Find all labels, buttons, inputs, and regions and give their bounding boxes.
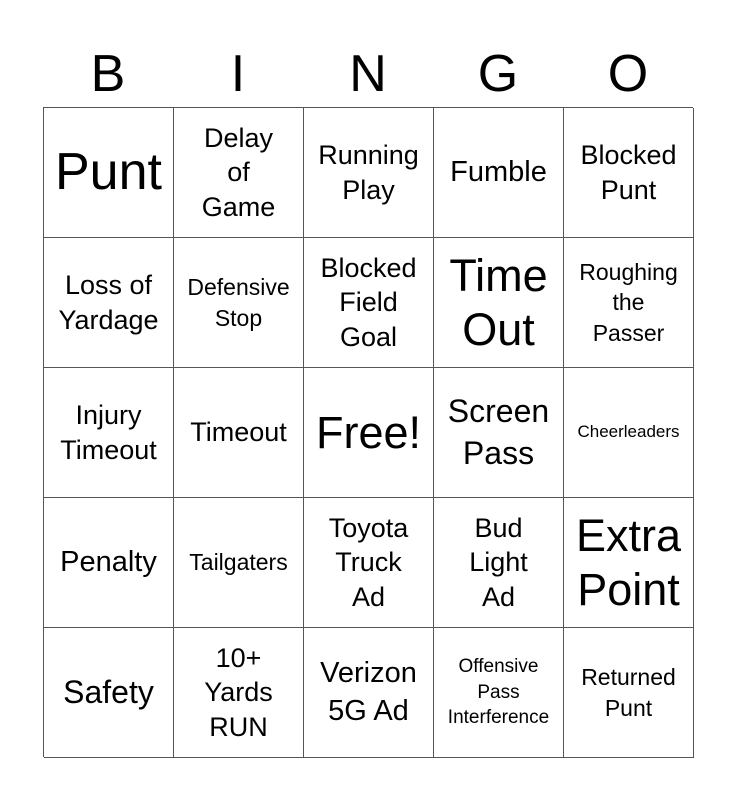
bingo-cell-r3c2[interactable]: Toyota Truck Ad	[304, 498, 434, 628]
header-letter-g: G	[477, 45, 519, 103]
bingo-cell-r0c3[interactable]: Fumble	[434, 108, 564, 238]
bingo-cell-r2c4[interactable]: Cheerleaders	[564, 368, 694, 498]
bingo-cell-r1c0[interactable]: Loss of Yardage	[44, 238, 174, 368]
bingo-cell-r4c1[interactable]: 10+ Yards RUN	[174, 628, 304, 758]
bingo-cell-r2c1[interactable]: Timeout	[174, 368, 304, 498]
header-letter-o: O	[607, 45, 649, 103]
bingo-cell-r4c0[interactable]: Safety	[44, 628, 174, 758]
bingo-board	[43, 107, 693, 757]
bingo-cell-r2c0[interactable]: Injury Timeout	[44, 368, 174, 498]
bingo-cell-r1c1[interactable]: Defensive Stop	[174, 238, 304, 368]
bingo-cell-r4c2[interactable]: Verizon 5G Ad	[304, 628, 434, 758]
header-letter-n: N	[349, 45, 387, 103]
bingo-cell-r3c1[interactable]: Tailgaters	[174, 498, 304, 628]
header-letter-i: I	[230, 45, 246, 103]
bingo-cell-r1c4[interactable]: Roughing the Passer	[564, 238, 694, 368]
bingo-cell-r4c4[interactable]: Returned Punt	[564, 628, 694, 758]
bingo-cell-r2c3[interactable]: Screen Pass	[434, 368, 564, 498]
bingo-cell-r1c2[interactable]: Blocked Field Goal	[304, 238, 434, 368]
bingo-cell-r0c4[interactable]: Blocked Punt	[564, 108, 694, 238]
bingo-cell-r0c0[interactable]: Punt	[44, 108, 174, 238]
bingo-cell-r0c1[interactable]: Delay of Game	[174, 108, 304, 238]
bingo-cell-r3c0[interactable]: Penalty	[44, 498, 174, 628]
bingo-header	[43, 40, 693, 108]
bingo-cell-r3c3[interactable]: Bud Light Ad	[434, 498, 564, 628]
bingo-cell-r1c3[interactable]: Time Out	[434, 238, 564, 368]
bingo-cell-r0c2[interactable]: Running Play	[304, 108, 434, 238]
bingo-cell-r2c2-free[interactable]: Free!	[304, 368, 434, 498]
bingo-cell-r4c3[interactable]: Offensive Pass Interference	[434, 628, 564, 758]
header-letter-b: B	[90, 45, 126, 103]
bingo-cell-r3c4[interactable]: Extra Point	[564, 498, 694, 628]
